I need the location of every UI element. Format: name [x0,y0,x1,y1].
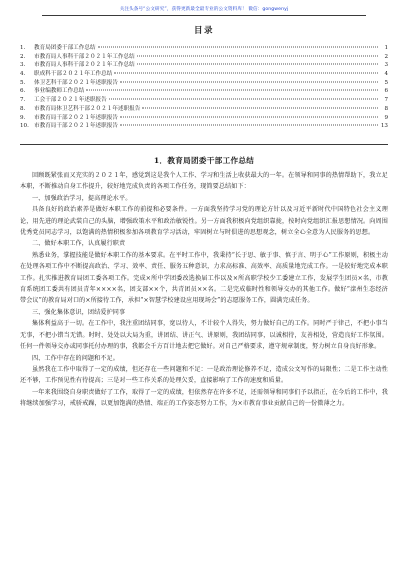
toc-entry-page: 7 [384,97,388,104]
toc-leader-dots [137,64,378,65]
toc-entry-number: 7. [20,97,26,104]
toc-leader-dots [120,125,378,126]
toc-entry[interactable] [20,114,388,123]
article-body [20,170,388,410]
body-paragraph: 虽然我在工作中取得了一定的成绩，但还存在一些问题和不足：一是政治理论修养不足，造成公文写作的局限性；二是工作主动性还不够，工作预见性有待提高；三是对一些工作关系的处理欠妥，直接影响了工作的速度和质量。 [20,365,388,385]
body-paragraph: 集体利益高于一切。在工作中，我注重团结同事，宽以待人，不计较个人得失，努力做好自己的工作。同时严于律己，不把小事当无事，不把小错当无错。时时、处处以大局为重，讲团结、讲正气、讲原则，我团结同事，以诚相待，友善相处，营造良好工作氛围。任何一件领导交办或同事托付办理的事，我都会千方百计地去把它做好。对自己严格要求，遵守规章制度，努力树立自身良好形象。 [20,320,388,351]
toc-entry[interactable] [20,79,388,88]
toc-leader-dots [109,99,378,100]
body-paragraph: 熟悉业务，掌握技能是做好本职工作的基本要求。在平时工作中，我秉持“长于思、敏于事、慎于言、明于心”工作原则，积极主动在处理各项工作中不断提高政治、学习、效率、责任、服务五种意识，力求高标准、高效率、高质量地完成工作。一是较好地完成本职工作。扎实推进教育局团工委各项工作。完成×所中学团委改选换届工作以及×所高职学校少工委建立工作，发展学生团员×名，市教育系统团工委共有团员青年××××名，团支部××个，共青团员××名。二是完成临时性和领导交办的其他工作。做好“滦州生态经济带会议”的教育局对口的×所接待工作，承担“×智慧学校建设应用现场会”的志愿服务工作，圆满完成任务。 [20,251,388,305]
toc-leader-dots [137,55,378,56]
header-rule [42,15,366,16]
toc-title: 目录 [193,26,214,36]
toc-entry[interactable] [20,61,388,70]
article-title: 1．教育局团委干部工作总结 [153,156,255,165]
section-divider [20,144,388,145]
toc-entry[interactable] [20,96,388,105]
toc-entry[interactable] [20,53,388,62]
toc-entry-page: 3 [384,62,388,69]
toc-entry-label: 体卫艺科干部２０２１年述职报告 [34,79,118,86]
toc-entry-page: 8 [384,105,388,112]
toc-entry-label: 市教育局干部２０２１年述职报告 [34,114,118,121]
toc-entry-number: 5. [20,79,26,86]
toc-entry[interactable] [20,122,388,131]
toc-entry-number: 1. [20,45,26,51]
toc-entry[interactable] [20,44,388,53]
table-of-contents [20,44,388,131]
section-heading: 四、工作中存在的问题和不足。 [32,354,119,362]
toc-leader-dots [114,73,378,74]
toc-entry[interactable] [20,87,388,96]
toc-entry-page: 4 [384,71,388,78]
toc-entry-number: 6. [20,88,26,95]
toc-entry-label: 市教育局人事科干部２０２１年工作总结 [34,53,135,60]
toc-entry-label: 职成科干部２０２１年工作总结 [34,71,113,78]
toc-leader-dots [86,90,378,91]
section-heading: 二、做好本职工作，认真履行职责 [32,240,126,248]
toc-entry-page: 9 [384,114,388,121]
toc-entry-number: 8. [20,105,26,112]
toc-entry-number: 3. [20,62,26,69]
toc-entry-label: 事业编教师工作总结 [34,88,85,95]
header-banner: 关注头条号“公文研究”，获得更新最全最专业的公文资料库！ 微信：gongwenyj [119,7,289,12]
toc-entry-page: 6 [384,88,388,95]
toc-entry-label: 教育局团委干部工作总结 [34,45,96,51]
toc-entry[interactable] [20,70,388,79]
toc-entry-label: 市教育局干部２０２１年述职报告 [34,123,118,130]
toc-leader-dots [120,116,378,117]
toc-entry-page: 13 [380,123,388,130]
toc-leader-dots [142,107,378,108]
toc-leader-dots [120,81,378,82]
toc-entry-number: 9. [20,114,26,121]
toc-entry-page: 5 [384,79,388,86]
body-paragraph: 具备良好的政治素养是做好本职工作的前提和必要条件。一方面我坚持学习党的理论方针以及习近平新时代中国特色社会主义理论，用先进的理论武装自己的头脑，增强政策水平和政治敏锐性。另一方面我积极向党组织靠拢，按时向党组织汇报思想情况。向周围优秀党员同志学习，以饱满的热情积极参加各项教育学习活动，牢固树立与时俱进的思想观念，树立全心全意为人民服务的思想。 [20,206,388,237]
toc-leader-dots [98,47,378,48]
body-paragraph: 回顾既紧张而又充实的２０２１年，感觉到这是我个人工作、学习和生活上收获最大的一年。在领导和同事的热情帮助下，我立足本职，不断推动自身工作提升，较好地完成负责的各项工作任务，现简要总结如下： [20,172,388,191]
toc-entry-label: 市教育局体卫艺科干部２０２１年述职报告 [34,105,141,112]
toc-entry-label: 工会干部２０２１年述职报告 [34,97,107,104]
section-heading: 三、强化集体意识，团结爱护同事 [32,308,126,316]
toc-entry-number: 10. [20,123,29,130]
toc-entry-number: 2. [20,53,26,60]
toc-entry-label: 市教育局人事科干部２０２１年工作总结 [34,62,135,69]
section-heading: 一、加强政治学习，提高理论水平。 [32,194,132,202]
toc-entry-number: 4. [20,71,26,78]
toc-entry-page: 1 [384,45,388,51]
toc-entry[interactable] [20,105,388,114]
toc-entry-page: 2 [384,53,388,60]
body-paragraph: 一年来我围绕自身职责做好了工作，取得了一定的成绩，但依然存在许多不足，还需领导和同事们予以指正，在今后的工作中，我将继续加强学习，戒骄戒躁，以更加饱满的热情、端正的工作姿态努力工作，为×市教育事业贡献自己的一份微薄之力。 [20,388,388,408]
